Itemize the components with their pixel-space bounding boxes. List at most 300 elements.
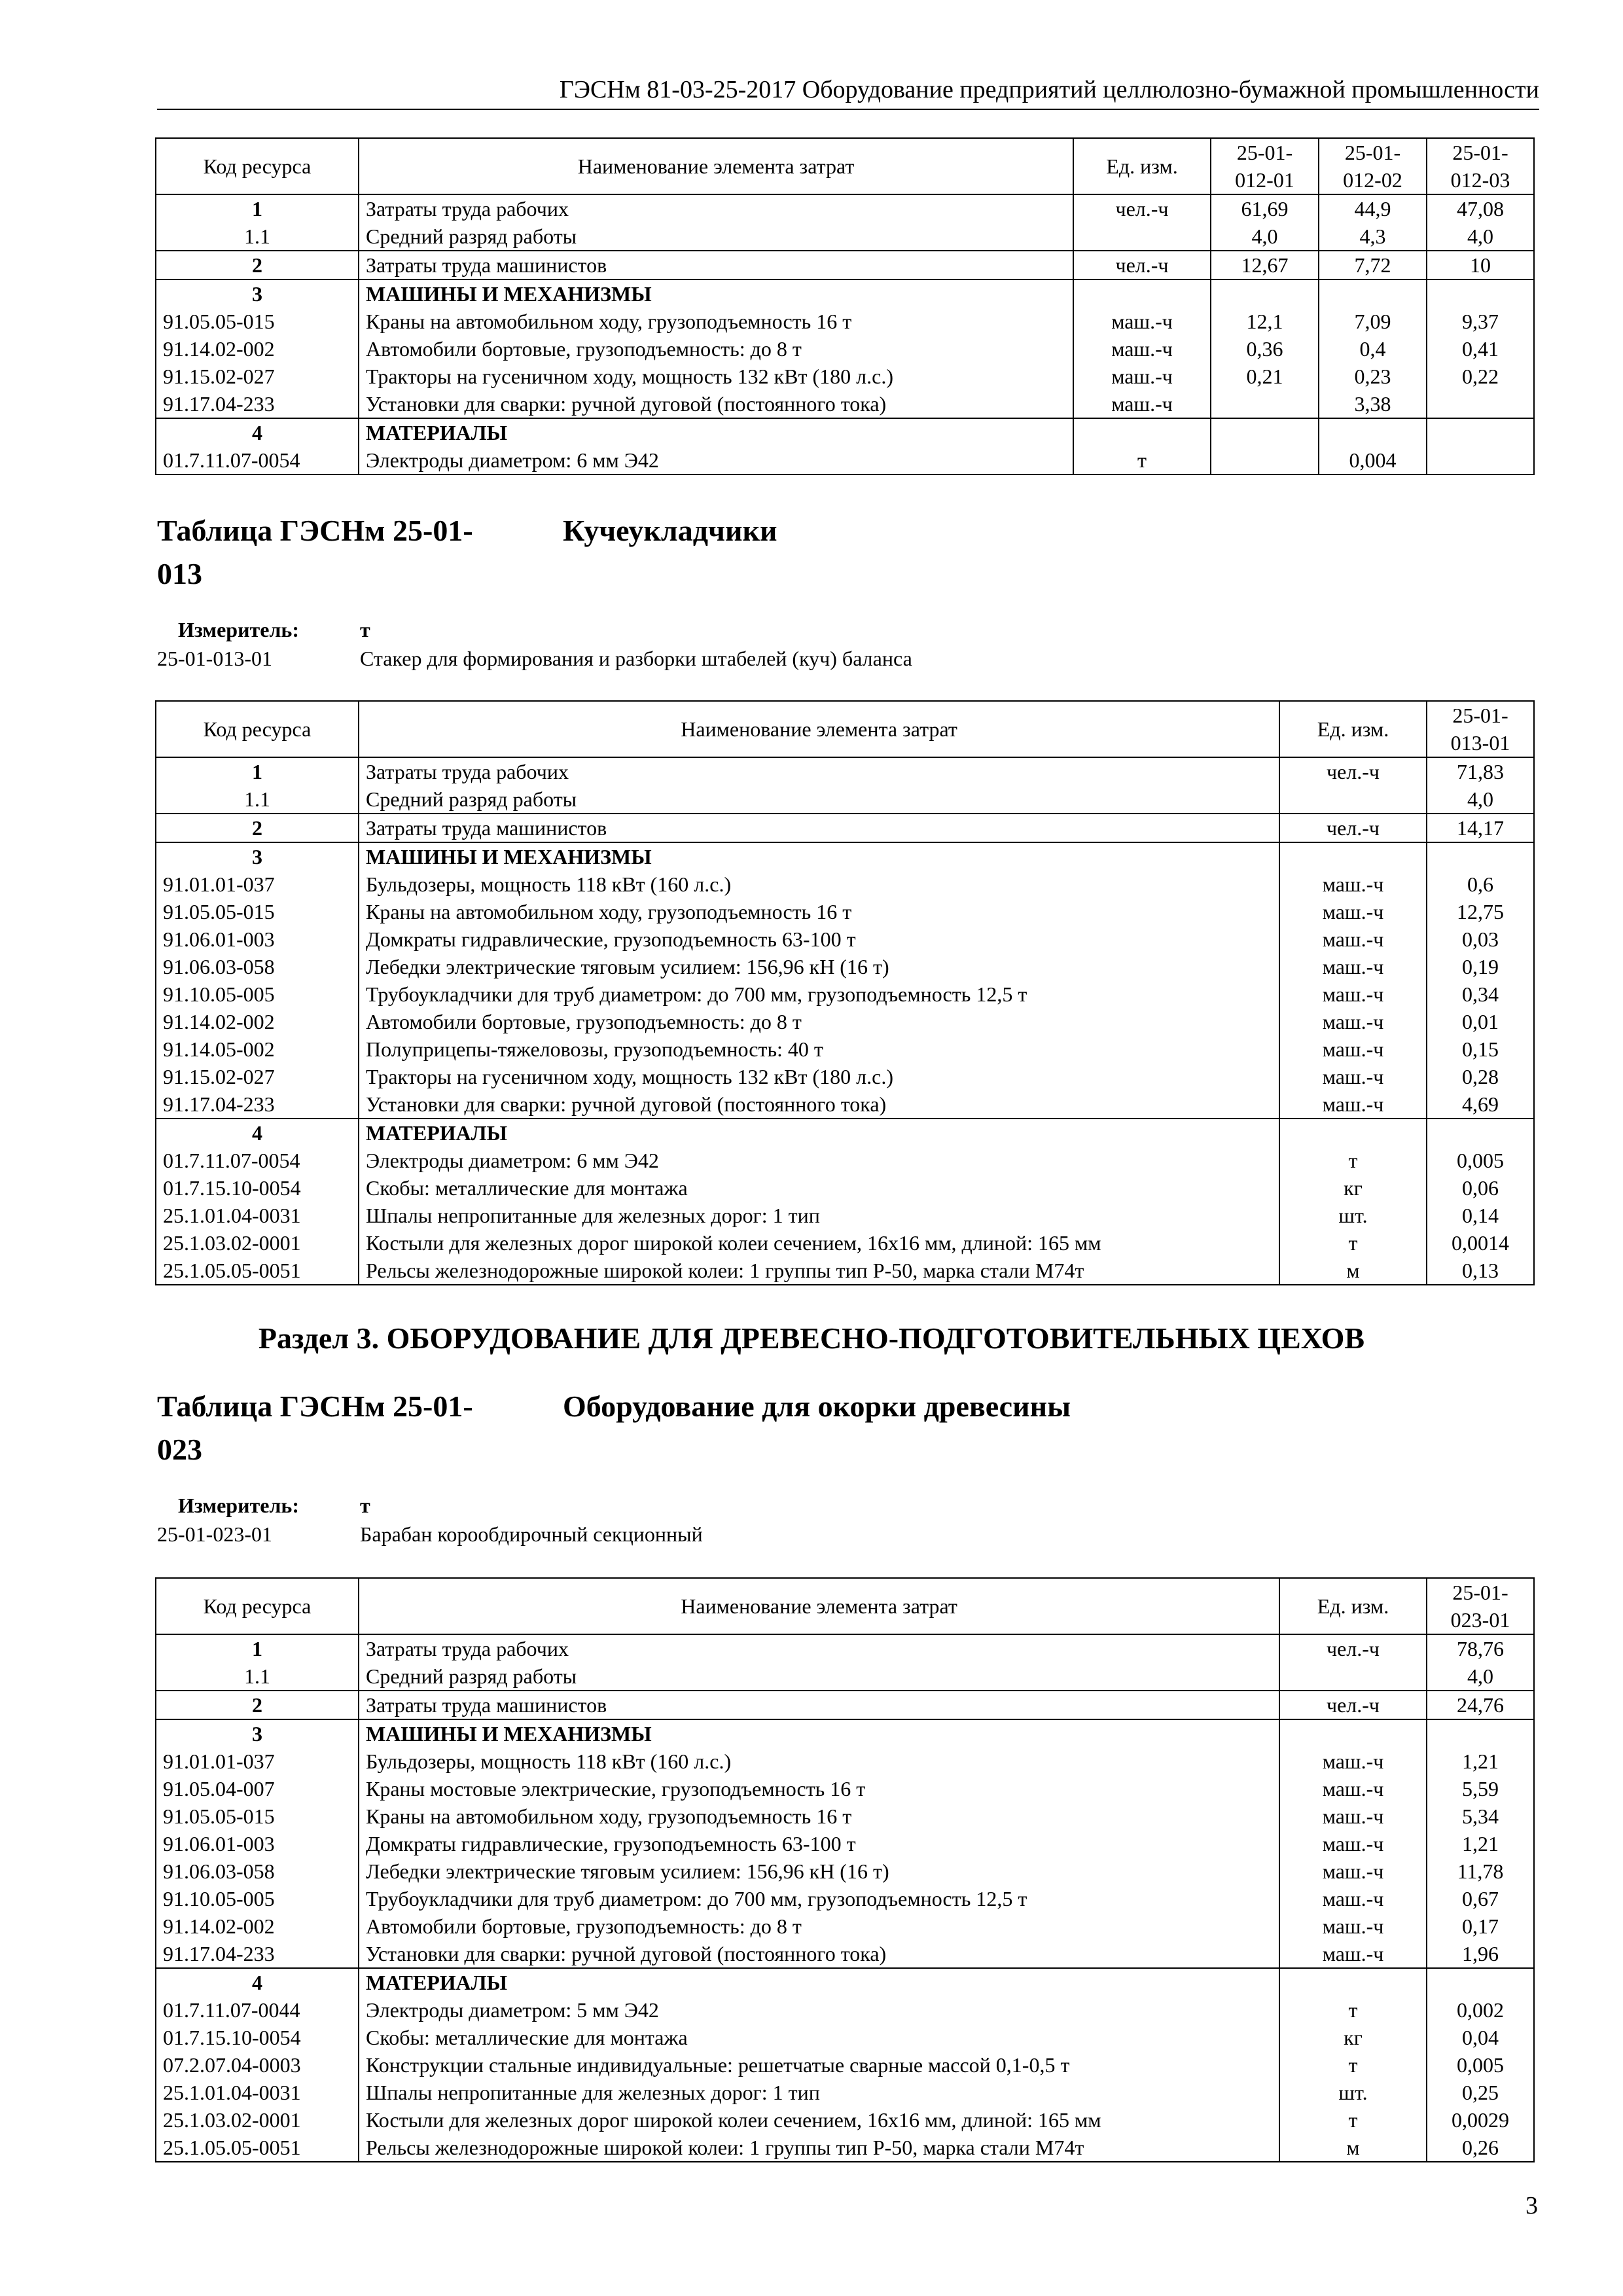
resource-name: Лебедки электрические тяговым усилием: 156,96 кН (16 т) <box>359 1857 1279 1885</box>
section-title: Раздел 3. ОБОРУДОВАНИЕ ДЛЯ ДРЕВЕСНО-ПОДГОТОВИТЕЛЬНЫХ ЦЕХОВ <box>258 1321 1365 1355</box>
col-header-norm: 25-01- 023-01 <box>1427 1578 1534 1634</box>
table-row <box>156 194 1534 223</box>
table-title-023 <box>157 1385 1071 1471</box>
resource-code: 91.15.02-027 <box>156 1063 359 1090</box>
table-row <box>156 1857 1534 1885</box>
norm-value <box>1211 279 1319 308</box>
resource-name: Автомобили бортовые, грузоподъемность: до 8 т <box>359 1912 1279 1940</box>
meter-value: т <box>360 1494 370 1517</box>
table-row <box>156 335 1534 363</box>
col-header-unit: Ед. изм. <box>1279 701 1427 757</box>
table-row <box>156 1063 1534 1090</box>
resource-name: Тракторы на гусеничном ходу, мощность 132 кВт (180 л.с.) <box>359 363 1073 390</box>
resource-code: 91.14.02-002 <box>156 1912 359 1940</box>
resource-name: Средний разряд работы <box>359 223 1073 251</box>
resource-name: Затраты труда машинистов <box>359 1691 1279 1719</box>
table-row <box>156 390 1534 418</box>
resource-code: 01.7.11.07-0054 <box>156 1147 359 1174</box>
unit: маш.-ч <box>1279 1035 1427 1063</box>
norm-value: 4,0 <box>1427 785 1534 814</box>
resource-name: Костыли для железных дорог широкой колеи сечением, 16х16 мм, длиной: 165 мм <box>359 2106 1279 2134</box>
col-header-norm: 25-01- 012-01 <box>1211 138 1319 194</box>
table-row <box>156 1119 1534 1147</box>
col-header-norm: 25-01- 013-01 <box>1427 701 1534 757</box>
col-header-norm: 25-01- 012-02 <box>1319 138 1427 194</box>
resource-name: Бульдозеры, мощность 118 кВт (160 л.с.) <box>359 870 1279 898</box>
unit <box>1279 785 1427 814</box>
norm-value: 14,17 <box>1427 814 1534 842</box>
unit <box>1279 1662 1427 1691</box>
unit <box>1279 842 1427 870</box>
norm-value: 1,21 <box>1427 1748 1534 1775</box>
table-row <box>156 1662 1534 1691</box>
unit: м <box>1279 1257 1427 1285</box>
page-header-title: ГЭСНм 81-03-25-2017 Оборудование предприятий целлюлозно-бумажной промышленности <box>559 76 1539 103</box>
table-row <box>156 308 1534 335</box>
resource-name: Электроды диаметром: 5 мм Э42 <box>359 1996 1279 2024</box>
norm-value: 0,14 <box>1427 1202 1534 1229</box>
resource-name: Домкраты гидравлические, грузоподъемность 63-100 т <box>359 925 1279 953</box>
unit <box>1073 279 1211 308</box>
norm-value: 0,22 <box>1427 363 1534 390</box>
resource-name: Скобы: металлические для монтажа <box>359 1174 1279 1202</box>
norm-value: 12,75 <box>1427 898 1534 925</box>
norm-value: 0,005 <box>1427 2051 1534 2079</box>
table-row <box>156 1968 1534 1996</box>
table-row <box>156 1885 1534 1912</box>
table-row <box>156 814 1534 842</box>
resource-name: Краны на автомобильном ходу, грузоподъемность 16 т <box>359 308 1073 335</box>
unit: маш.-ч <box>1279 953 1427 980</box>
norm-value: 78,76 <box>1427 1634 1534 1662</box>
resource-name: Средний разряд работы <box>359 1662 1279 1691</box>
page-header <box>157 73 1539 110</box>
col-header-name: Наименование элемента затрат <box>359 1578 1279 1634</box>
resource-name: Электроды диаметром: 6 мм Э42 <box>359 446 1073 475</box>
resource-code: 91.05.05-015 <box>156 898 359 925</box>
resource-code: 91.06.03-058 <box>156 953 359 980</box>
resource-name: Автомобили бортовые, грузоподъемность: до 8 т <box>359 1008 1279 1035</box>
norm-value <box>1427 446 1534 475</box>
resource-code: 2 <box>156 251 359 279</box>
norm-value <box>1427 279 1534 308</box>
item-code: 25-01-013-01 <box>157 647 272 670</box>
resource-code: 91.17.04-233 <box>156 1940 359 1968</box>
table-row <box>156 1634 1534 1662</box>
resource-name: Электроды диаметром: 6 мм Э42 <box>359 1147 1279 1174</box>
resource-code: 01.7.11.07-0054 <box>156 446 359 475</box>
resource-code: 25.1.03.02-0001 <box>156 2106 359 2134</box>
table-row <box>156 223 1534 251</box>
unit: кг <box>1279 1174 1427 1202</box>
resource-name: Трубоукладчики для труб диаметром: до 700 мм, грузоподъемность 12,5 т <box>359 980 1279 1008</box>
norm-value: 0,36 <box>1211 335 1319 363</box>
resource-name: Рельсы железнодорожные широкой колеи: 1 группы тип Р-50, марка стали М74т <box>359 1257 1279 1285</box>
resource-name: МАШИНЫ И МЕХАНИЗМЫ <box>359 1719 1279 1748</box>
resource-name: Костыли для железных дорог широкой колеи сечением, 16х16 мм, длиной: 165 мм <box>359 1229 1279 1257</box>
table-row <box>156 2024 1534 2051</box>
norm-value <box>1427 418 1534 446</box>
resource-name: Краны на автомобильном ходу, грузоподъемность 16 т <box>359 898 1279 925</box>
table-row <box>156 980 1534 1008</box>
unit: маш.-ч <box>1279 1940 1427 1968</box>
resource-code: 91.14.02-002 <box>156 335 359 363</box>
norm-value: 1,21 <box>1427 1830 1534 1857</box>
norm-value: 4,69 <box>1427 1090 1534 1119</box>
table-row <box>156 1202 1534 1229</box>
norm-value <box>1211 418 1319 446</box>
norm-value: 0,21 <box>1211 363 1319 390</box>
resource-code: 2 <box>156 1691 359 1719</box>
norm-value: 0,03 <box>1427 925 1534 953</box>
resource-code: 91.05.05-015 <box>156 1803 359 1830</box>
norm-value: 10 <box>1427 251 1534 279</box>
unit: т <box>1279 1147 1427 1174</box>
meter-block-013 <box>157 615 912 673</box>
norm-value: 9,37 <box>1427 308 1534 335</box>
resource-name: Автомобили бортовые, грузоподъемность: до 8 т <box>359 335 1073 363</box>
norm-value <box>1427 390 1534 418</box>
norm-value: 4,0 <box>1211 223 1319 251</box>
meter-label: Измеритель: <box>178 618 299 641</box>
norm-value: 0,0029 <box>1427 2106 1534 2134</box>
unit: маш.-ч <box>1279 1830 1427 1857</box>
table-header-row <box>156 138 1534 194</box>
item-description: Стакер для формирования и разборки штабелей (куч) баланса <box>360 647 912 670</box>
resource-name: Рельсы железнодорожные широкой колеи: 1 группы тип Р-50, марка стали М74т <box>359 2134 1279 2162</box>
resource-name: Тракторы на гусеничном ходу, мощность 132 кВт (180 л.с.) <box>359 1063 1279 1090</box>
resource-code: 91.10.05-005 <box>156 980 359 1008</box>
table-row <box>156 898 1534 925</box>
table-row <box>156 1775 1534 1803</box>
resource-name: Шпалы непропитанные для железных дорог: 1 тип <box>359 2079 1279 2106</box>
norm-value: 0,23 <box>1319 363 1427 390</box>
table-row <box>156 1691 1534 1719</box>
resource-name: Средний разряд работы <box>359 785 1279 814</box>
resource-name: Лебедки электрические тяговым усилием: 156,96 кН (16 т) <box>359 953 1279 980</box>
norm-value <box>1427 1719 1534 1748</box>
unit: чел.-ч <box>1073 194 1211 223</box>
meter-value: т <box>360 618 370 641</box>
norm-value <box>1427 1968 1534 1996</box>
resource-name: Шпалы непропитанные для железных дорог: 1 тип <box>359 1202 1279 1229</box>
norm-value: 0,01 <box>1427 1008 1534 1035</box>
table-row <box>156 925 1534 953</box>
unit <box>1073 418 1211 446</box>
unit: маш.-ч <box>1279 1063 1427 1090</box>
norm-value: 0,002 <box>1427 1996 1534 2024</box>
table-header-row <box>156 701 1534 757</box>
norm-value: 0,004 <box>1319 446 1427 475</box>
resource-name: Конструкции стальные индивидуальные: решетчатые сварные массой 0,1-0,5 т <box>359 2051 1279 2079</box>
unit: маш.-ч <box>1279 1775 1427 1803</box>
resource-code: 91.17.04-233 <box>156 390 359 418</box>
norm-value <box>1319 418 1427 446</box>
resource-code: 91.05.05-015 <box>156 308 359 335</box>
cost-table-012 <box>155 137 1535 475</box>
resource-code: 1 <box>156 1634 359 1662</box>
norm-value: 3,38 <box>1319 390 1427 418</box>
unit: маш.-ч <box>1279 1748 1427 1775</box>
table-row <box>156 446 1534 475</box>
resource-name: МАТЕРИАЛЫ <box>359 1119 1279 1147</box>
unit: маш.-ч <box>1279 980 1427 1008</box>
unit <box>1279 1719 1427 1748</box>
unit: маш.-ч <box>1279 1857 1427 1885</box>
resource-name: Бульдозеры, мощность 118 кВт (160 л.с.) <box>359 1748 1279 1775</box>
resource-code: 91.10.05-005 <box>156 1885 359 1912</box>
cost-table-023 <box>155 1577 1535 2162</box>
norm-value: 0,0014 <box>1427 1229 1534 1257</box>
resource-code: 25.1.01.04-0031 <box>156 2079 359 2106</box>
norm-value: 4,0 <box>1427 223 1534 251</box>
table-row <box>156 757 1534 785</box>
resource-code: 25.1.01.04-0031 <box>156 1202 359 1229</box>
norm-value: 44,9 <box>1319 194 1427 223</box>
norm-value: 7,72 <box>1319 251 1427 279</box>
unit: м <box>1279 2134 1427 2162</box>
resource-code: 25.1.05.05-0051 <box>156 2134 359 2162</box>
table-row <box>156 363 1534 390</box>
unit: чел.-ч <box>1279 757 1427 785</box>
table-name: Оборудование для окорки древесины <box>563 1390 1071 1423</box>
unit: чел.-ч <box>1279 814 1427 842</box>
unit <box>1279 1968 1427 1996</box>
col-header-code: Код ресурса <box>156 1578 359 1634</box>
norm-value: 4,0 <box>1427 1662 1534 1691</box>
unit: шт. <box>1279 1202 1427 1229</box>
table-row <box>156 251 1534 279</box>
resource-name: МАТЕРИАЛЫ <box>359 418 1073 446</box>
unit: маш.-ч <box>1073 363 1211 390</box>
table-header-row <box>156 1578 1534 1634</box>
resource-code: 1.1 <box>156 785 359 814</box>
norm-value: 0,6 <box>1427 870 1534 898</box>
unit <box>1073 223 1211 251</box>
table-row <box>156 1996 1534 2024</box>
unit: маш.-ч <box>1279 1090 1427 1119</box>
resource-name: Установки для сварки: ручной дуговой (постоянного тока) <box>359 1090 1279 1119</box>
resource-code: 1 <box>156 757 359 785</box>
unit: кг <box>1279 2024 1427 2051</box>
norm-value: 0,19 <box>1427 953 1534 980</box>
norm-value <box>1427 842 1534 870</box>
resource-name: Затраты труда машинистов <box>359 251 1073 279</box>
norm-value: 0,28 <box>1427 1063 1534 1090</box>
table-row <box>156 842 1534 870</box>
table-row <box>156 1090 1534 1119</box>
resource-code: 4 <box>156 1968 359 1996</box>
table-name: Кучеукладчики <box>563 514 777 547</box>
table-title-013 <box>157 509 777 596</box>
resource-code: 3 <box>156 1719 359 1748</box>
resource-code: 1 <box>156 194 359 223</box>
resource-name: Затраты труда рабочих <box>359 1634 1279 1662</box>
norm-value: 0,26 <box>1427 2134 1534 2162</box>
resource-code: 3 <box>156 279 359 308</box>
norm-value: 5,59 <box>1427 1775 1534 1803</box>
unit: т <box>1073 446 1211 475</box>
resource-name: Трубоукладчики для труб диаметром: до 700 мм, грузоподъемность 12,5 т <box>359 1885 1279 1912</box>
resource-code: 01.7.11.07-0044 <box>156 1996 359 2024</box>
resource-code: 4 <box>156 418 359 446</box>
resource-code: 07.2.07.04-0003 <box>156 2051 359 2079</box>
norm-value <box>1211 446 1319 475</box>
resource-name: Затраты труда рабочих <box>359 757 1279 785</box>
cost-table-013 <box>155 700 1535 1285</box>
unit: маш.-ч <box>1279 1912 1427 1940</box>
norm-value: 7,09 <box>1319 308 1427 335</box>
resource-name: МАШИНЫ И МЕХАНИЗМЫ <box>359 842 1279 870</box>
resource-code: 2 <box>156 814 359 842</box>
resource-name: Установки для сварки: ручной дуговой (постоянного тока) <box>359 390 1073 418</box>
norm-value: 0,04 <box>1427 2024 1534 2051</box>
resource-code: 4 <box>156 1119 359 1147</box>
resource-code: 01.7.15.10-0054 <box>156 2024 359 2051</box>
table-row <box>156 2106 1534 2134</box>
resource-code: 01.7.15.10-0054 <box>156 1174 359 1202</box>
resource-name: Краны на автомобильном ходу, грузоподъемность 16 т <box>359 1803 1279 1830</box>
norm-value: 0,005 <box>1427 1147 1534 1174</box>
col-header-code: Код ресурса <box>156 138 359 194</box>
table-row <box>156 1229 1534 1257</box>
resource-code: 91.01.01-037 <box>156 870 359 898</box>
norm-value <box>1211 390 1319 418</box>
col-header-unit: Ед. изм. <box>1279 1578 1427 1634</box>
resource-code: 1.1 <box>156 1662 359 1691</box>
unit: маш.-ч <box>1279 898 1427 925</box>
table-row <box>156 1035 1534 1063</box>
table-row <box>156 1008 1534 1035</box>
norm-value: 0,17 <box>1427 1912 1534 1940</box>
table-row <box>156 1912 1534 1940</box>
norm-value: 0,06 <box>1427 1174 1534 1202</box>
resource-code: 25.1.05.05-0051 <box>156 1257 359 1285</box>
unit: чел.-ч <box>1279 1691 1427 1719</box>
norm-value: 0,25 <box>1427 2079 1534 2106</box>
table-row <box>156 1719 1534 1748</box>
resource-code: 91.06.03-058 <box>156 1857 359 1885</box>
norm-value: 47,08 <box>1427 194 1534 223</box>
table-row <box>156 418 1534 446</box>
unit <box>1279 1119 1427 1147</box>
resource-code: 25.1.03.02-0001 <box>156 1229 359 1257</box>
resource-name: Домкраты гидравлические, грузоподъемность 63-100 т <box>359 1830 1279 1857</box>
table-row <box>156 1830 1534 1857</box>
unit: маш.-ч <box>1279 1803 1427 1830</box>
unit: т <box>1279 1229 1427 1257</box>
norm-value: 24,76 <box>1427 1691 1534 1719</box>
norm-value: 71,83 <box>1427 757 1534 785</box>
col-header-name: Наименование элемента затрат <box>359 701 1279 757</box>
table-row <box>156 1940 1534 1968</box>
meter-label: Измеритель: <box>178 1494 299 1517</box>
norm-value <box>1319 279 1427 308</box>
table-row <box>156 1257 1534 1285</box>
resource-code: 91.01.01-037 <box>156 1748 359 1775</box>
resource-name: Скобы: металлические для монтажа <box>359 2024 1279 2051</box>
resource-code: 91.05.04-007 <box>156 1775 359 1803</box>
norm-value: 4,3 <box>1319 223 1427 251</box>
unit: т <box>1279 2051 1427 2079</box>
unit: маш.-ч <box>1279 1008 1427 1035</box>
unit: маш.-ч <box>1279 870 1427 898</box>
norm-value: 1,96 <box>1427 1940 1534 1968</box>
table-row <box>156 953 1534 980</box>
unit: чел.-ч <box>1073 251 1211 279</box>
col-header-unit: Ед. изм. <box>1073 138 1211 194</box>
unit: маш.-ч <box>1073 390 1211 418</box>
norm-value: 12,67 <box>1211 251 1319 279</box>
resource-code: 91.14.05-002 <box>156 1035 359 1063</box>
resource-code: 91.14.02-002 <box>156 1008 359 1035</box>
table-row <box>156 1174 1534 1202</box>
norm-value: 61,69 <box>1211 194 1319 223</box>
resource-code: 1.1 <box>156 223 359 251</box>
resource-code: 91.17.04-233 <box>156 1090 359 1119</box>
resource-code: 91.06.01-003 <box>156 925 359 953</box>
table-number: Таблица ГЭСНм 25-01- 023 <box>157 1390 473 1466</box>
table-row <box>156 1803 1534 1830</box>
unit: чел.-ч <box>1279 1634 1427 1662</box>
page-number: 3 <box>1525 2192 1538 2219</box>
norm-value: 0,4 <box>1319 335 1427 363</box>
norm-value: 12,1 <box>1211 308 1319 335</box>
unit: маш.-ч <box>1279 1885 1427 1912</box>
unit: маш.-ч <box>1073 308 1211 335</box>
resource-code: 91.06.01-003 <box>156 1830 359 1857</box>
resource-name: МАШИНЫ И МЕХАНИЗМЫ <box>359 279 1073 308</box>
resource-name: МАТЕРИАЛЫ <box>359 1968 1279 1996</box>
resource-name: Затраты труда рабочих <box>359 194 1073 223</box>
norm-value: 0,15 <box>1427 1035 1534 1063</box>
norm-value: 0,67 <box>1427 1885 1534 1912</box>
item-description: Барабан корообдирочный секционный <box>360 1522 703 1546</box>
resource-code: 3 <box>156 842 359 870</box>
norm-value: 0,41 <box>1427 335 1534 363</box>
resource-name: Полуприцепы-тяжеловозы, грузоподъемность: 40 т <box>359 1035 1279 1063</box>
resource-code: 91.15.02-027 <box>156 363 359 390</box>
unit: т <box>1279 2106 1427 2134</box>
table-row <box>156 279 1534 308</box>
table-row <box>156 870 1534 898</box>
unit: шт. <box>1279 2079 1427 2106</box>
norm-value <box>1427 1119 1534 1147</box>
table-row <box>156 2051 1534 2079</box>
norm-value: 0,13 <box>1427 1257 1534 1285</box>
table-row <box>156 785 1534 814</box>
meter-block-023 <box>157 1491 703 1549</box>
table-row <box>156 1748 1534 1775</box>
table-number: Таблица ГЭСНм 25-01- 013 <box>157 514 473 590</box>
unit: маш.-ч <box>1279 925 1427 953</box>
col-header-code: Код ресурса <box>156 701 359 757</box>
norm-value: 11,78 <box>1427 1857 1534 1885</box>
col-header-name: Наименование элемента затрат <box>359 138 1073 194</box>
resource-name: Затраты труда машинистов <box>359 814 1279 842</box>
table-row <box>156 2134 1534 2162</box>
norm-value: 5,34 <box>1427 1803 1534 1830</box>
table-row <box>156 2079 1534 2106</box>
table-row <box>156 1147 1534 1174</box>
item-code: 25-01-023-01 <box>157 1522 272 1546</box>
norm-value: 0,34 <box>1427 980 1534 1008</box>
unit: т <box>1279 1996 1427 2024</box>
resource-name: Установки для сварки: ручной дуговой (постоянного тока) <box>359 1940 1279 1968</box>
resource-name: Краны мостовые электрические, грузоподъемность 16 т <box>359 1775 1279 1803</box>
col-header-norm: 25-01- 012-03 <box>1427 138 1534 194</box>
unit: маш.-ч <box>1073 335 1211 363</box>
